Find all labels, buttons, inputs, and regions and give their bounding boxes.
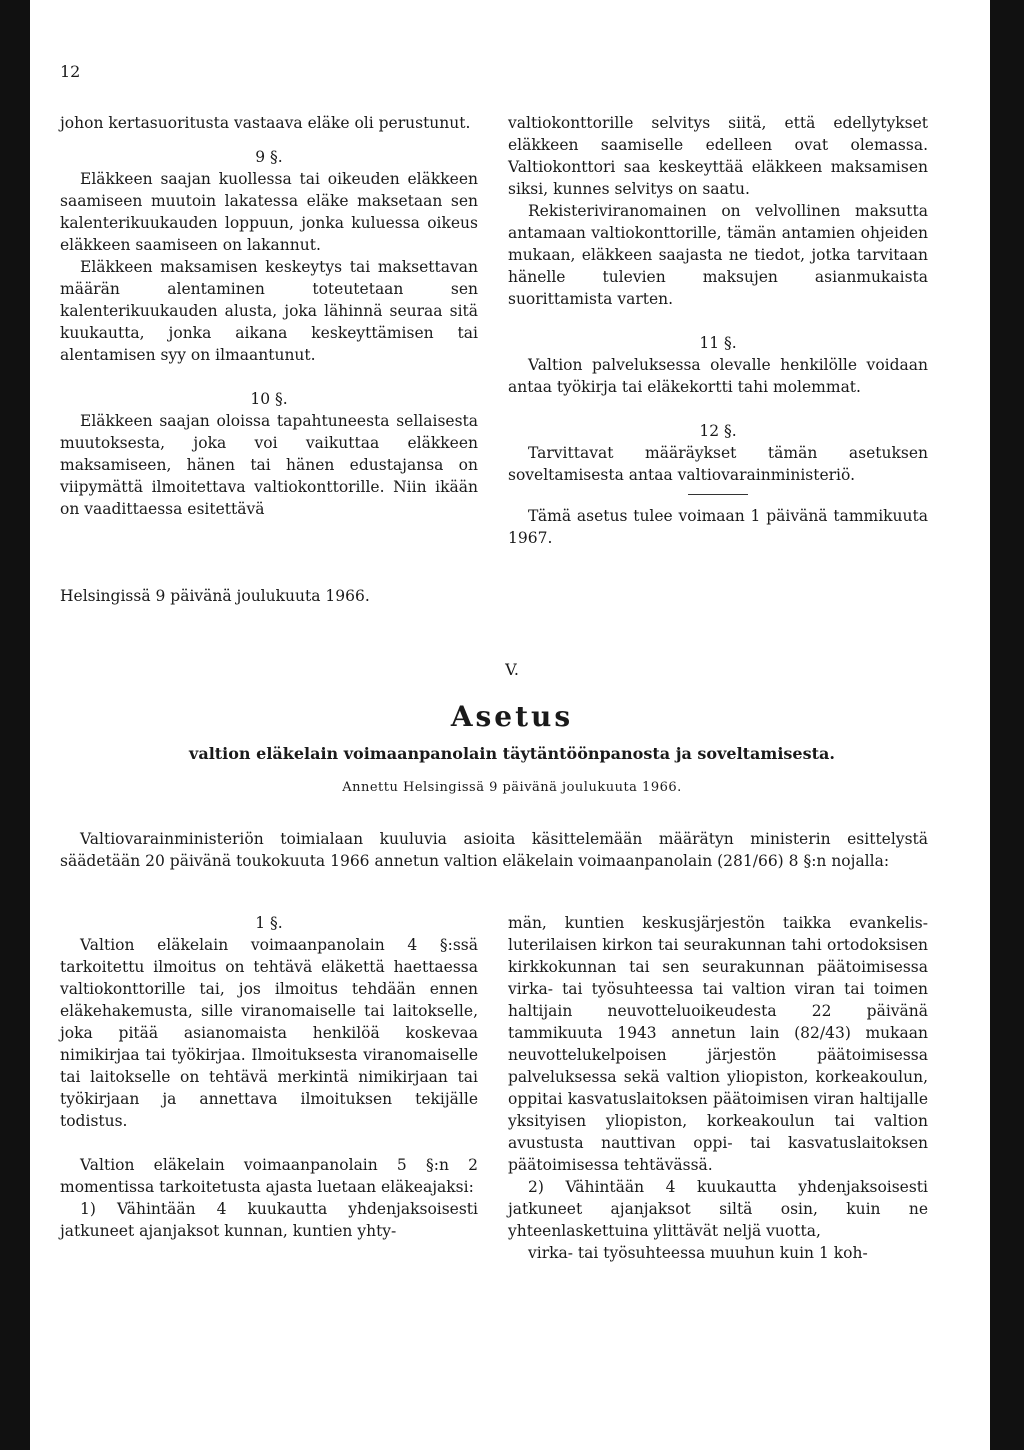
- lower-right-column: [508, 912, 928, 1264]
- section-11-paragraph: Valtion palveluksessa olevalle henkilölle voidaan antaa työkirja tai eläkekortti tahi molemmat.: [508, 356, 928, 396]
- section-10-continued: Rekisteriviranomainen on velvollinen maksutta antamaan valtiokonttorille, tämän antamien ohjeiden mukaan, eläkkeen saajasta ne tiedot, jotka tarvitaan hänelle tulevien maksujen asianmukaista suorittamista varten.: [508, 202, 928, 308]
- section-10-continued: valtiokonttorille selvitys siitä, että edellytykset eläkkeen saamiselle edelleen ovat olemassa. Valtiokonttori saa keskeyttää eläkkeen maksamisen siksi, kunnes selvitys on saatu.: [508, 114, 928, 198]
- page-number: 12: [60, 62, 81, 81]
- section-1-list-item: 2) Vähintään 4 kuukautta yhdenjaksoisesti jatkuneet ajanjaksot siltä osin, kuin ne yhteenlaskettuina ylittävät neljä vuotta,: [508, 1178, 928, 1240]
- section-1-number: 1 §.: [255, 914, 283, 932]
- right-column: [508, 112, 928, 549]
- section-9-paragraph: Eläkkeen saajan kuollessa tai oikeuden eläkkeen saamiseen muutoin lakatessa eläke maksetaan sen kalenterikuukauden loppuun, jonka kuluessa oikeus eläkkeen saamiseen on lakannut.: [60, 170, 478, 254]
- decree-subtitle: valtion eläkelain voimaanpanolain täytäntöönpanosta ja soveltamisesta.: [189, 744, 835, 763]
- section-11-number: 11 §.: [699, 334, 737, 352]
- left-column: [60, 112, 478, 520]
- section-12-number: 12 §.: [699, 422, 737, 440]
- section-1-list-item: 1) Vähintään 4 kuukautta yhdenjaksoisesti jatkuneet ajanjaksot kunnan, kuntien yhty-: [60, 1200, 478, 1240]
- section-1-paragraph: Valtion eläkelain voimaanpanolain 5 §:n 2 momentissa tarkoitetusta ajasta luetaan eläkeajaksi:: [60, 1156, 478, 1196]
- lower-left-column: [60, 912, 478, 1242]
- divider-rule: [688, 494, 748, 495]
- section-1-paragraph: Valtion eläkelain voimaanpanolain 4 §:ssä tarkoitettu ilmoitus on tehtävä eläkettä haettaessa valtiokonttorille tai, jos ilmoitus tehdään ennen eläkehakemusta, sille viranomaiselle tai laitokselle, joka pitää asianomaista henkilöä koskevaa nimikirjaa tai työkirjaa. Ilmoituksesta viranomaiselle tai laitokselle on tehtävä merkintä nimikirjaan tai työkirjaan ja annettava ilmoituksen tekijälle todistus.: [60, 936, 478, 1130]
- section-9-paragraph: Eläkkeen maksamisen keskeytys tai maksettavan määrän alentaminen toteutetaan sen kalenterikuukauden alusta, joka lähinnä seuraa sitä kuukautta, jonka aikana keskeyttämisen tai alentamisen syy on ilmaantunut.: [60, 258, 478, 364]
- preamble-text: Valtiovarainministeriön toimialaan kuuluvia asioita käsittelemään määrätyn ministerin esittelystä säädetään 20 päivänä toukokuuta 1966 annetun valtion eläkelain voimaanpanolain (281/66) 8 §:n nojalla:: [60, 830, 928, 870]
- decree-issued: Annettu Helsingissä 9 päivänä joulukuuta 1966.: [342, 780, 682, 795]
- opening-text: johon kertasuoritusta vastaava eläke oli perustunut.: [60, 114, 471, 132]
- effective-date: Tämä asetus tulee voimaan 1 päivänä tammikuuta 1967.: [508, 507, 928, 547]
- decree-preamble: [60, 828, 928, 872]
- section-10-paragraph: Eläkkeen saajan oloissa tapahtuneesta sellaisesta muutoksesta, joka voi vaikuttaa eläkkeen maksamiseen, hänen tai hänen edustajansa on viipymättä ilmoitettava valtiokonttorille. Niin ikään on vaadittaessa esitettävä: [60, 412, 478, 518]
- section-1-list-item: virka- tai työsuhteessa muuhun kuin 1 koh-: [528, 1244, 868, 1262]
- section-10-number: 10 §.: [250, 390, 288, 408]
- section-9-number: 9 §.: [255, 148, 283, 166]
- signature-place-date: Helsingissä 9 päivänä joulukuuta 1966.: [60, 587, 370, 605]
- decree-number: V.: [505, 660, 519, 679]
- section-12-paragraph: Tarvittavat määräykset tämän asetuksen soveltamisesta antaa valtiovarainministeriö.: [508, 444, 928, 484]
- decree-title: Asetus: [450, 700, 574, 733]
- section-1-continued: män, kuntien keskusjärjestön taikka evankelis-luterilaisen kirkon tai seurakunnan tahi ortodoksisen kirkkokunnan tai sen seurakunnan päätoimisessa virka- tai työsuhteessa tai valtion viran tai toimen haltijain neuvotteluoikeudesta 22 päivänä tammikuuta 1943 annetun lain (82/43) mukaan neuvottelukelpoisen järjestön päätoimisessa palveluksessa sekä valtion yliopiston, korkeakoulun, oppitai kasvatuslaitoksen päätoimisen viran haltijalle yksityisen yliopiston, korkeakoulun tai valtion avustusta nauttivan oppi- tai kasvatuslaitoksen päätoimisessa tehtävässä.: [508, 914, 928, 1174]
